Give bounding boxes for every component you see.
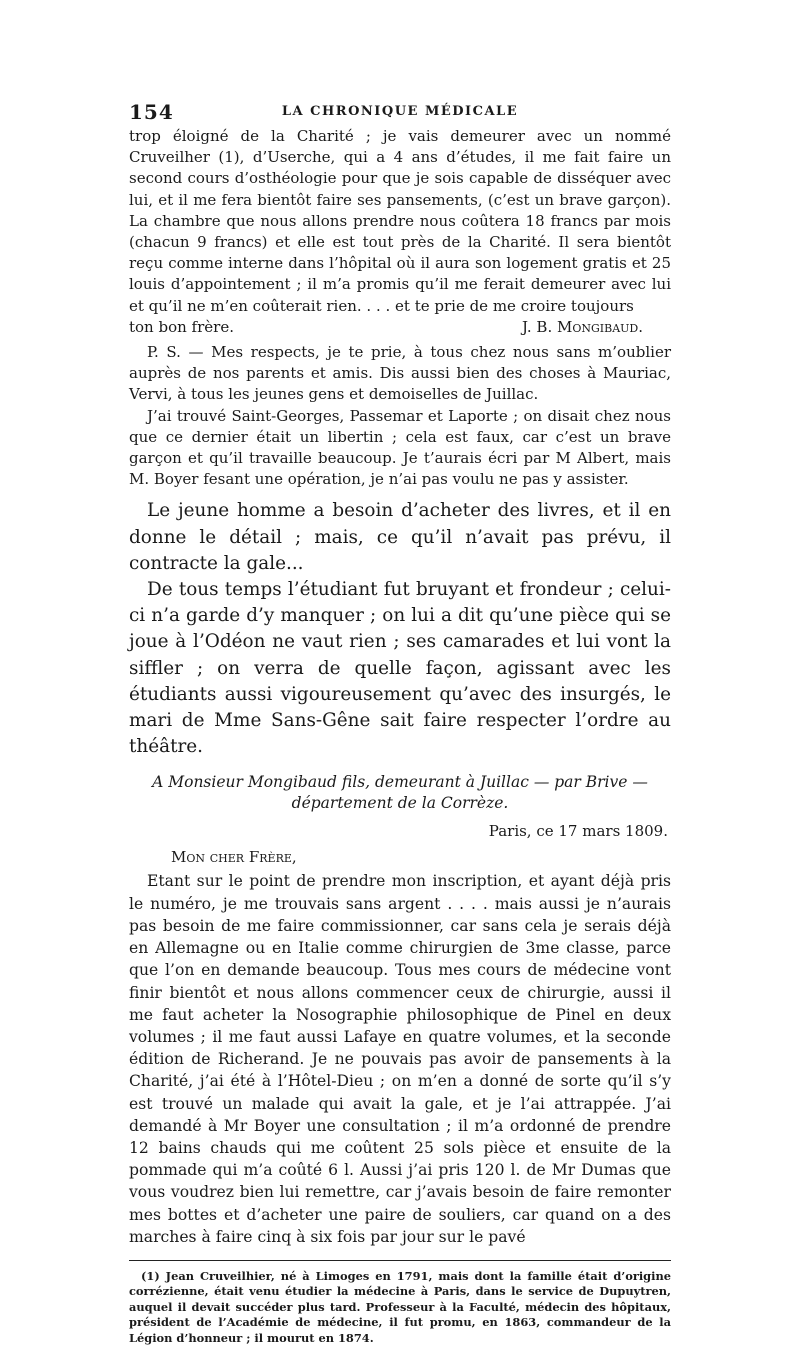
commentary — [129, 498, 671, 760]
book-page — [129, 100, 671, 1346]
letter-salutation: Mon cher Frère, — [171, 848, 297, 867]
footnote-text: (1) Jean Cruveilhier, né à Limoges en 1791, mais dont la famille était d’origine corrézienne, était venu étudier la médecine à Paris, dans le service de Dupuytren, auquel il devait succéder plus tard. Professeur à la Faculté, médecin des hôpitaux, président de l’Académie de médecine, il fut promu, en 1863, commandeur de la Légion d’honneur ; il mourut en 1874. — [129, 1268, 671, 1345]
commentary-paragraph-2: De tous temps l’étudiant fut bruyant et frondeur ; celui-ci n’a garde d’y manquer ; on lui a dit qu’une pièce qui se joue à l’Odéon ne vaut rien ; ses camarades et lui vont la siffler ; on verra de quelle façon, agissant avec les étudiants aussi vigoureusement qu’avec des insurgés, le mari de Mme Sans-Gêne sait faire respecter l’ordre au théâtre. — [129, 579, 671, 758]
letter-address: A Monsieur Mongibaud fils, demeurant à Juillac — par Brive — département de la Corrèze. — [152, 773, 648, 813]
second-letter — [129, 870, 671, 1247]
footnote — [129, 1269, 671, 1346]
postscript-paragraph-1: P. S. — Mes respects, je te prie, à tous chez nous sans m’oublier auprès de nos parents et amis. Dis aussi bien des choses à Mauriac, Vervi, à tous les jeunes gens et demoiselles de Juillac. — [129, 343, 671, 404]
closing-text: ton bon frère. — [129, 317, 234, 336]
first-letter — [129, 126, 671, 338]
running-head: LA CHRONIQUE MÉDICALE — [281, 104, 519, 119]
footnote-divider — [129, 1260, 671, 1261]
first-letter-paragraph: trop éloigné de la Charité ; je vais demeurer avec un nommé Cruveilher (1), d’Userche, qui a 4 ans d’études, il me fait faire un second cours d’osthéologie pour que je sois capable de disséquer avec lui, et il me fera bientôt faire ses pansements, (c’est un brave garçon). La chambre que nous allons prendre nous coûtera 18 francs par mois (chacun 9 francs) et elle est tout près de la Charité. Il sera bientôt reçu comme interne dans l’hôpital où il aura son logement gratis et 25 louis d’appointement ; il m’a promis qu’il me ferait demeurer avec lui et qu’il ne m’en coûterait rien. . . . et te prie de me croire toujours — [129, 127, 671, 315]
postscript — [129, 342, 671, 490]
second-letter-body: Etant sur le point de prendre mon inscription, et ayant déjà pris le numéro, je me trouvais sans argent . . . . mais aussi je n’aurais pas besoin de me faire commissionner, car sans cela je serais déjà en Allemagne ou en Italie comme chirurgien de 3me classe, parce que l’on en demande beaucoup. Tous mes cours de médecine vont finir bientôt et nous allons commencer ceux de chirurgie, aussi il me faut acheter la Nosographie philosophique de Pinel en deux volumes ; il me faut aussi Lafaye en quatre volumes, et la seconde édition de Richerand. Je ne pouvais pas avoir de pansements à la Charité, j’ai été à l’Hôtel-Dieu ; on m’en a donné de sorte qu’il s’y est trouvé un malade qui avait la gale, et je l’ai attrappée. J’ai demandé à Mr Boyer une consultation ; il m’a ordonné de prendre 12 bains chauds qui me coûtent 25 sols pièce et ensuite de la pommade qui m’a coûté 6 l. Aussi j’ai pris 120 l. de Mr Dumas que vous voudrez bien lui remettre, car j’avais besoin de faire remonter mes bottes et d’acheter une paire de souliers, car quand on a des marches à faire cinq à six fois par jour sur le pavé — [129, 872, 671, 1246]
postscript-paragraph-2: J’ai trouvé Saint-Georges, Passemar et Laporte ; on disait chez nous que ce dernier était un libertin ; cela est faux, car c’est un brave garçon et qu’il travaille beaucoup. Je t’aurais écri par M Albert, mais M. Boyer fesant une opération, je n’ai pas voulu ne pas y assister. — [129, 406, 671, 489]
signature: J. B. Mongibaud. — [522, 317, 643, 336]
letter-date: Paris, ce 17 mars 1809. — [488, 822, 668, 841]
commentary-paragraph-1: Le jeune homme a besoin d’acheter des livres, et il en donne le détail ; mais, ce qu’il n’avait pas prévu, il contracte la gale... — [129, 500, 671, 574]
page-number: 154 — [129, 100, 174, 124]
page-header — [129, 100, 671, 126]
signature-line — [129, 317, 671, 338]
